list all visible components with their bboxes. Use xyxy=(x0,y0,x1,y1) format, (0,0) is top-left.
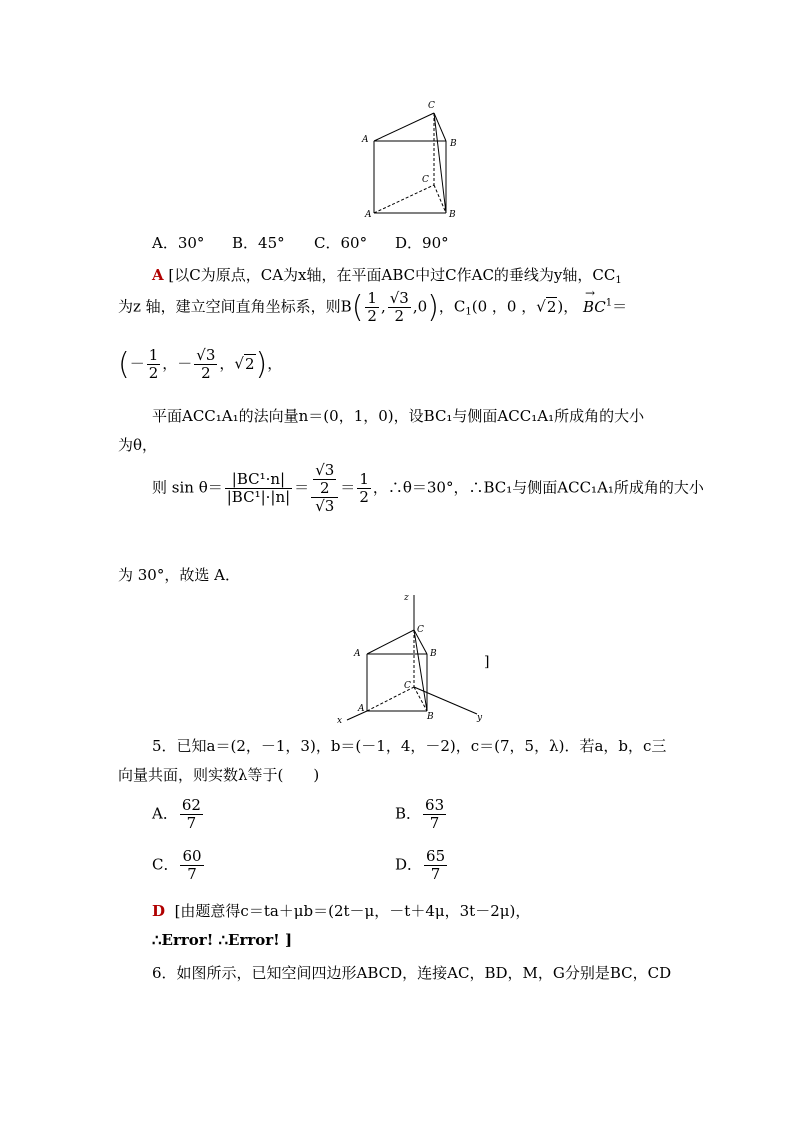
label-a: A xyxy=(365,210,372,220)
q4-conclusion: 为 30°，故选 A． xyxy=(118,566,240,584)
axis-y: y xyxy=(477,713,483,723)
q6-stem: 6．如图所示，已知空间四边形ABCD，连接AC，BD，M，G分别是BC，CD xyxy=(152,964,672,982)
figure-prism-2 xyxy=(332,590,502,725)
label2-c1: C xyxy=(417,625,424,635)
bracket: ] xyxy=(484,654,490,670)
q4-solution-line3: (－ $\frac{1}{2}$ ，－ $\frac{√3}{2}$ ，√2)， xyxy=(118,346,283,382)
label2-b1: B xyxy=(430,649,437,659)
q4-normal-vector: 平面ACC₁A₁的法向量n＝(0，1，0)，设BC₁与侧面ACC₁A₁所成角的大小 xyxy=(152,407,645,425)
q5-option-b: B． $\frac{63}{7}$ xyxy=(395,796,445,832)
q4-answer: A xyxy=(152,266,164,284)
label-c1: C xyxy=(428,101,435,111)
q4-option-b: B．45° xyxy=(232,234,285,252)
q5-answer: D xyxy=(152,902,166,920)
axis-z: z xyxy=(404,593,409,603)
q5-option-d: D． $\frac{65}{7}$ xyxy=(395,847,446,883)
q4-option-a: A．30° xyxy=(152,234,205,252)
q4-sin-equation: 则 sin θ＝ $\frac{\text{|BC¹·n|}}{\text{|BC¹|·|n|}}$ ＝ √3 2 √3 ＝ $\frac{1}{2}$ ，∴θ＝30°，∴BC₁与侧面ACC₁A₁所成角的大小 xyxy=(152,461,704,515)
q5-solution-1: D [由题意得c＝ta＋μb＝(2t－μ，－t＋4μ，3t－2μ)， xyxy=(152,902,531,920)
q4-normal-vector-2: 为θ， xyxy=(118,436,158,454)
label2-b: B xyxy=(427,712,434,722)
q5-stem-1: 5．已知a＝(2，－1，3)，b＝(－1，4，－2)，c＝(7，5，λ)．若a，b，c三 xyxy=(152,737,667,755)
q5-stem-2: 向量共面，则实数λ等于( ) xyxy=(118,766,320,784)
label2-a: A xyxy=(358,704,365,714)
q5-option-a: A． $\frac{62}{7}$ xyxy=(152,796,201,832)
q5-solution-2: ∴Error! ∴Error! ] xyxy=(152,931,293,949)
q4-option-c: C．60° xyxy=(314,234,368,252)
label-a1: A xyxy=(362,135,369,145)
figure-prism-1 xyxy=(360,96,470,224)
q4-solution-line1: A [以C为原点，CA为x轴，在平面ABC中过C作AC的垂线为y轴，$CC_1$ xyxy=(152,266,622,286)
q4-solution-line2: 为z 轴，建立空间直角坐标系，则B( $\frac{1}{2}$ , $\frac{√3}{2}$ ,0)，$C_1(0$ ，0 ，√2)， → $BC^1=$ xyxy=(118,290,627,325)
label-b: B xyxy=(449,210,456,220)
label-b1: B xyxy=(450,139,457,149)
q5-option-c: C． $\frac{60}{7}$ xyxy=(152,847,202,883)
label2-a1: A xyxy=(354,649,361,659)
axis-x: x xyxy=(337,716,343,725)
label2-c: C xyxy=(404,681,411,691)
label-c: C xyxy=(422,175,429,185)
q4-option-d: D．90° xyxy=(395,234,449,252)
